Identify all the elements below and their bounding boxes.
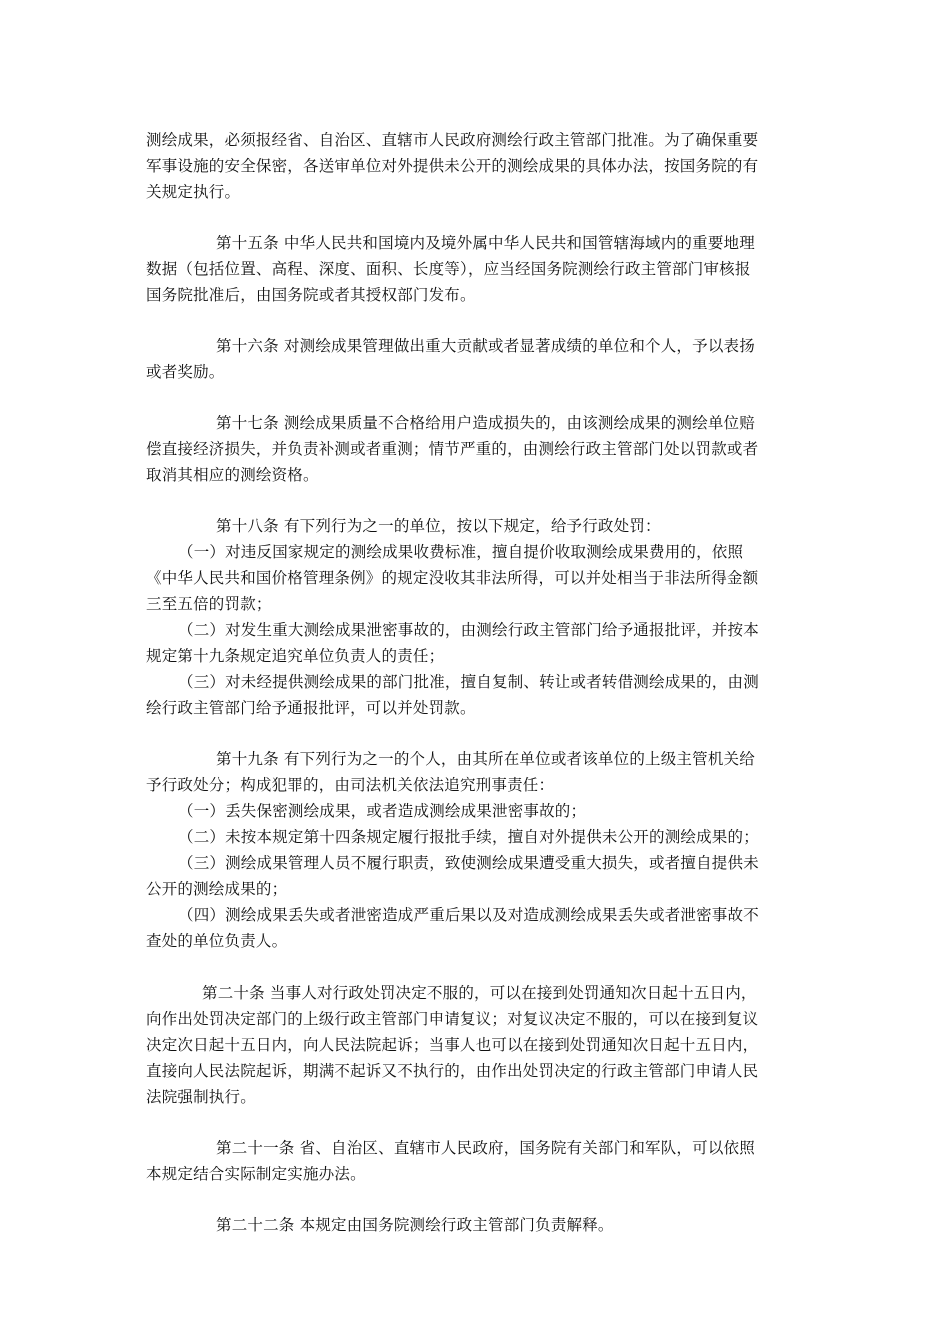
- text-line: 《中华人民共和国价格管理条例》的规定没收其非法所得，可以并处相当于非法所得金额: [146, 569, 759, 587]
- text-line: 或者奖励。: [146, 363, 225, 381]
- text-line: （三）对未经提供测绘成果的部门批准，擅自复制、转让或者转借测绘成果的，由测: [178, 673, 759, 691]
- text-line: 第十六条 对测绘成果管理做出重大贡献或者显著成绩的单位和个人，予以表扬: [216, 337, 755, 355]
- text-line: 第十九条 有下列行为之一的个人，由其所在单位或者该单位的上级主管机关给: [216, 750, 755, 768]
- text-line: 第二十条 当事人对行政处罚决定不服的，可以在接到处罚通知次日起十五日内，: [202, 984, 757, 1002]
- text-line: 法院强制执行。: [146, 1088, 256, 1106]
- text-line: 军事设施的安全保密，各送审单位对外提供未公开的测绘成果的具体办法，按国务院的有: [146, 157, 759, 175]
- text-line: 偿直接经济损失，并负责补测或者重测；情节严重的，由测绘行政主管部门处以罚款或者: [146, 440, 759, 458]
- text-line: 三至五倍的罚款；: [146, 595, 272, 613]
- text-line: 国务院批准后，由国务院或者其授权部门发布。: [146, 286, 476, 304]
- text-line: （二）对发生重大测绘成果泄密事故的，由测绘行政主管部门给予通报批评，并按本: [178, 621, 759, 639]
- text-line: 规定第十九条规定追究单位负责人的责任；: [146, 647, 445, 665]
- text-line: 向作出处罚决定部门的上级行政主管部门申请复议；对复议决定不服的，可以在接到复议: [146, 1010, 759, 1028]
- text-line: 第二十二条 本规定由国务院测绘行政主管部门负责解释。: [216, 1216, 614, 1234]
- text-line: 本规定结合实际制定实施办法。: [146, 1165, 366, 1183]
- text-line: 绘行政主管部门给予通报批评，可以并处罚款。: [146, 699, 476, 717]
- text-line: 查处的单位负责人。: [146, 932, 288, 950]
- text-line: （二）未按本规定第十四条规定履行报批手续，擅自对外提供未公开的测绘成果的；: [178, 828, 759, 846]
- text-line: （三）测绘成果管理人员不履行职责，致使测绘成果遭受重大损失，或者擅自提供未: [178, 854, 759, 872]
- text-line: 第十七条 测绘成果质量不合格给用户造成损失的，由该测绘成果的测绘单位赔: [216, 414, 755, 432]
- text-line: 直接向人民法院起诉，期满不起诉又不执行的，由作出处罚决定的行政主管部门申请人民: [146, 1062, 759, 1080]
- text-line: 决定次日起十五日内，向人民法院起诉；当事人也可以在接到处罚通知次日起十五日内，: [146, 1036, 759, 1054]
- text-line: （一）对违反国家规定的测绘成果收费标准，擅自提价收取测绘成果费用的，依照: [178, 543, 744, 561]
- text-line: 关规定执行。: [146, 183, 241, 201]
- text-line: （一）丢失保密测绘成果，或者造成测绘成果泄密事故的；: [178, 802, 587, 820]
- text-line: 予行政处分；构成犯罪的，由司法机关依法追究刑事责任：: [146, 776, 555, 794]
- text-line: （四）测绘成果丢失或者泄密造成严重后果以及对造成测绘成果丢失或者泄密事故不: [178, 906, 759, 924]
- text-line: 第十五条 中华人民共和国境内及境外属中华人民共和国管辖海域内的重要地理: [216, 234, 755, 252]
- text-line: 公开的测绘成果的；: [146, 880, 288, 898]
- text-line: 测绘成果，必须报经省、自治区、直辖市人民政府测绘行政主管部门批准。为了确保重要: [146, 131, 759, 149]
- text-line: 第二十一条 省、自治区、直辖市人民政府，国务院有关部门和军队，可以依照: [216, 1139, 755, 1157]
- text-line: 第十八条 有下列行为之一的单位，按以下规定，给予行政处罚：: [216, 517, 661, 535]
- text-line: 数据（包括位置、高程、深度、面积、长度等），应当经国务院测绘行政主管部门审核报: [146, 260, 751, 278]
- text-line: 取消其相应的测绘资格。: [146, 466, 319, 484]
